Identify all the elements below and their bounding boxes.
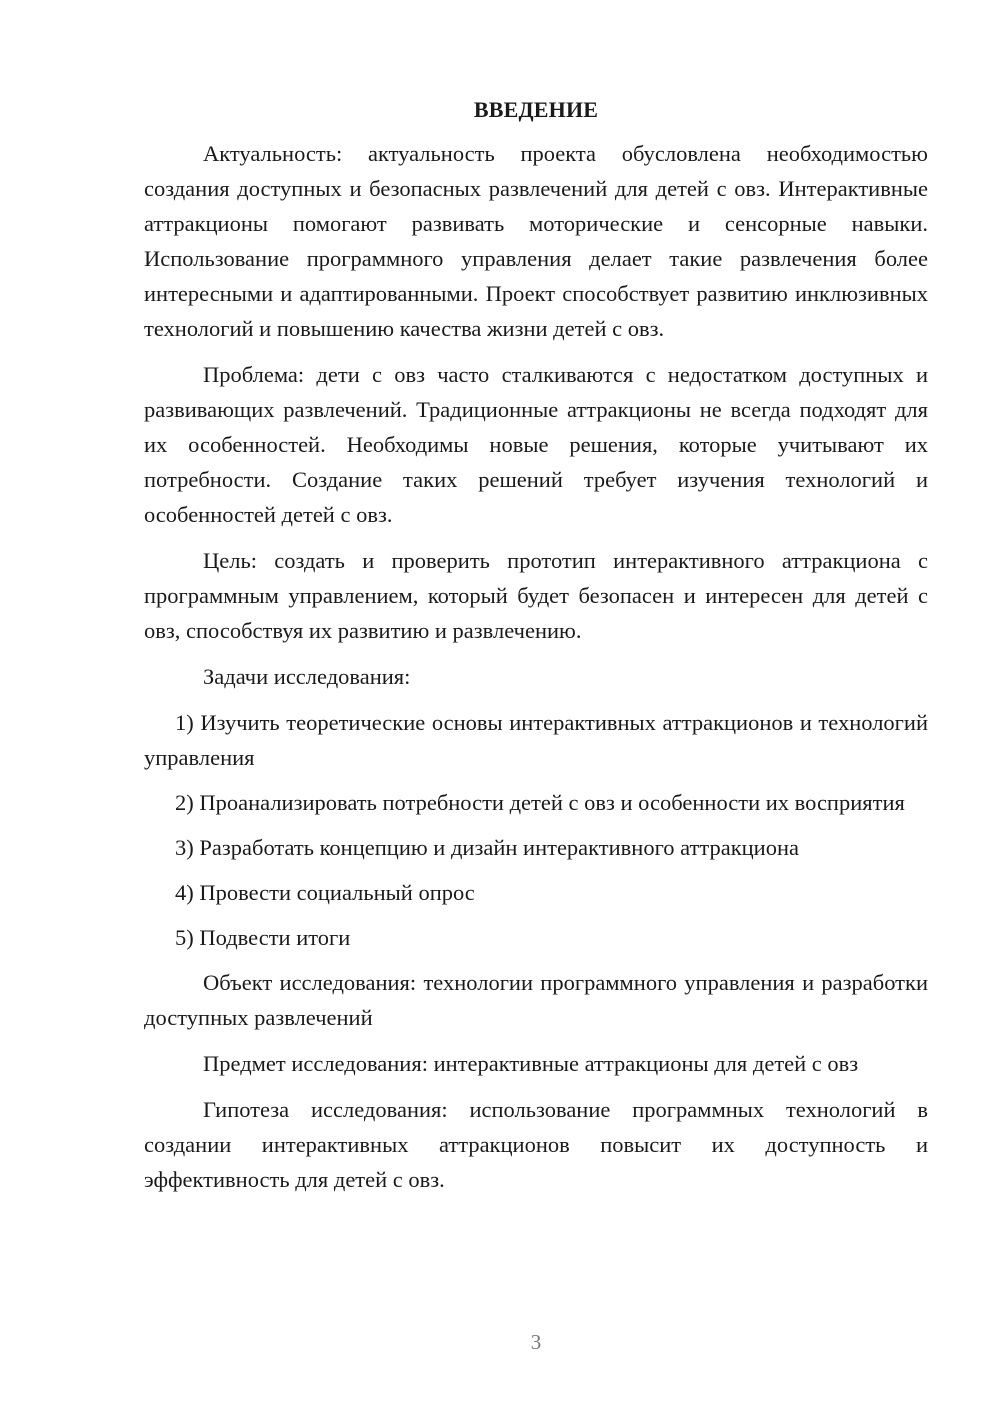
task-item-5: 5) Подвести итоги <box>175 925 351 950</box>
task-item-1: 1) Изучить теоретические основы интерактивных аттракционов и технологий управления <box>144 710 928 770</box>
task-item-4: 4) Провести социальный опрос <box>175 880 475 905</box>
document-page <box>144 92 928 1208</box>
hypothesis-paragraph: Гипотеза исследования: использование программных технологий в создании интерактивных аттракционов повысит их доступность и эффективность для детей с овз. <box>144 1097 928 1192</box>
tasks-heading: Задачи исследования: <box>203 664 411 689</box>
task-item-2: 2) Проанализировать потребности детей с овз и особенности их восприятия <box>175 790 905 815</box>
goal-paragraph: Цель: создать и проверить прототип интерактивного аттракциона с программным управлением, который будет безопасен и интересен для детей с овз, способствуя их развитию и развлечению. <box>144 548 928 643</box>
document-title: ВВЕДЕНИЕ <box>473 97 599 122</box>
problem-paragraph: Проблема: дети с овз часто сталкиваются с недостатком доступных и развивающих развлечений. Традиционные аттракционы не всегда подходят для их особенностей. Необходимы новые решения, которые учитывают их потребности. Создание таких решений требует изучения технологий и особенностей детей с овз. <box>144 362 928 527</box>
task-item-3: 3) Разработать концепцию и дизайн интерактивного аттракциона <box>175 835 800 860</box>
object-paragraph: Объект исследования: технологии программного управления и разработки доступных развлечений <box>144 970 928 1030</box>
relevance-paragraph: Актуальность: актуальность проекта обусловлена необходимостью создания доступных и безопасных развлечений для детей с овз. Интерактивные аттракционы помогают развивать моторические и сенсорные навыки. Использование программного управления делает такие развлечения более интересными и адаптированными. Проект способствует развитию инклюзивных технологий и повышению качества жизни детей с овз. <box>144 141 928 341</box>
subject-paragraph: Предмет исследования: интерактивные аттракционы для детей с овз <box>203 1051 859 1076</box>
page-number: 3 <box>530 1330 542 1354</box>
